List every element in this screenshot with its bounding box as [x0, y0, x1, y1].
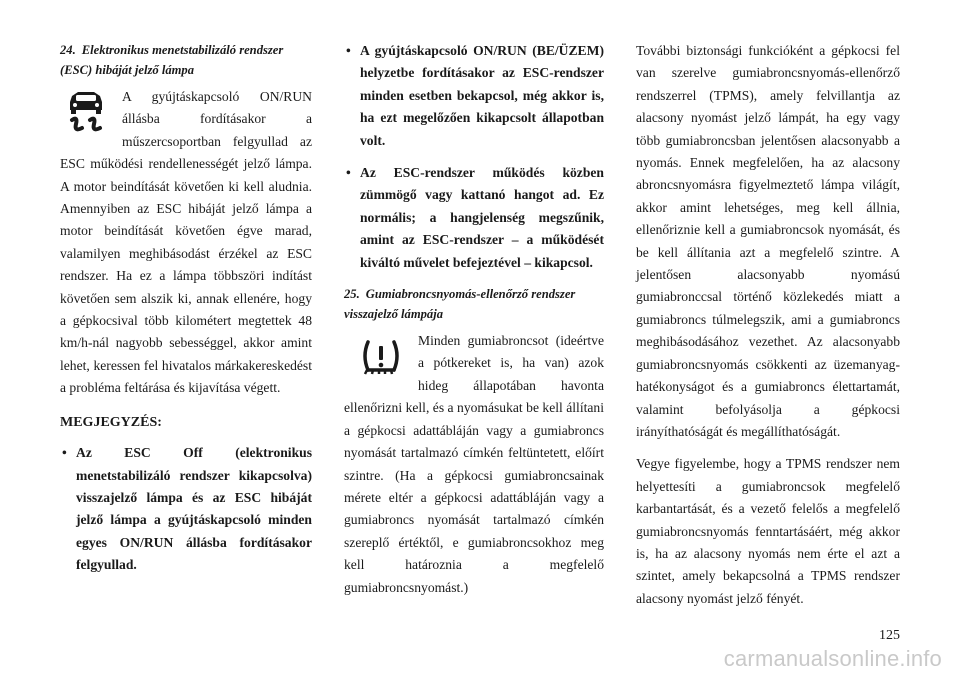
esc-skid-car-icon	[60, 88, 112, 147]
section-24-text: A gyújtáskapcsoló ON/RUN állásba fordításakor a műszercsoportban felgyullad az ESC működési rendellenességét jelző lámpa. A motor beindítását követően ki kell aludnia. Amennyiben az ESC hibáját jelző lámpa a motor beindítását követően égve marad, valamilyen meghibásodást érzékel az ESC rendszer. Ha ez a lámpa többszöri indítást követően sem alszik ki, annak ellenére, hogy a gépkocsival több kilométert megtettek 48 km/h-nál nagyobb sebességgel, akkor amint lehet, keressen fel hivatalos márkakereskedést a probléma feltárása és kijavítása végett.	[60, 89, 312, 396]
notes-list-left	[60, 442, 312, 576]
list-item: • Az ESC Off (elektronikus menetstabilizáló rendszer kikapcsolva) visszajelző lámpa és az ESC hibáját jelző lámpa a gyújtáskapcsoló minden egyes ON/RUN állásba fordításakor felgyullad.	[60, 442, 312, 576]
section-24-heading	[60, 40, 312, 80]
section-25-number: 25.	[344, 287, 360, 302]
list-item: • Az ESC-rendszer működés közben zümmögő vagy kattanó hangot ad. Ez normális; a hangjelenség megszűnik, amint az ESC-rendszer – a működését kiváltó művelet befejeztével – kikapcsol.	[344, 162, 604, 274]
paragraph: Vegye figyelembe, hogy a TPMS rendszer nem helyettesíti a gumiabroncsok megfelelő karbantartását, és a vezető felelős a megfelelő gumiabroncsnyomás fenntartásáért, még akkor is, ha az alacsony nyomás nem érte el azt a szintet, amely bekapcsolná a TPMS rendszer alacsony nyomást jelző fényét.	[636, 456, 900, 606]
paragraph: További biztonsági funkcióként a gépkocsi fel van szerelve gumiabroncsnyomás-ellenőrző rendszerrel (TPMS), amely felvillantja az alacsony nyomást jelző lámpát, ha egy vagy több gumiabroncsban jelentősen alacsonyabb a nyomás. Ennek megfelelően, ha az alacsony abroncsnyomásra figyelmeztető lámpa világít, akkor amint lehetséges, meg kell állnia, ellenőriznie kell a gumiabroncsok nyomását, és be kell állítania azt a megfelelő szintre. A jelentősen alacsonyabb nyomású gumiabronccsal történő közlekedés miatt a gumiabroncs túlmelegszik, ami a gumiabroncs meghibásodásához vezethet. Az alacsonyabb gumiabroncsnyomás csökkenti az üzemanyag-hatékonyságot és a gumiabroncs élettartamát, valamint befolyásolja a gépkocsi irányíthatóságát és megállíthatóságát.	[636, 43, 900, 439]
section-25-heading	[344, 284, 604, 324]
section-24-body	[60, 86, 312, 400]
page-number: 125	[879, 628, 900, 643]
left-column	[60, 40, 312, 587]
notes-title: MEGJEGYZÉS:	[60, 414, 162, 430]
section-24-title: Elektronikus menetstabilizáló rendszer (ESC) hibáját jelző lámpa	[60, 43, 284, 77]
middle-column	[344, 40, 604, 609]
tpms-warning-icon	[358, 336, 404, 383]
section-25-title: Gumiabroncsnyomás-ellenőrző rendszer visszajelző lámpája	[344, 287, 576, 322]
notes-list-middle	[344, 40, 604, 274]
list-item: • A gyújtáskapcsoló ON/RUN (BE/ÜZEM) helyzetbe fordításakor az ESC-rendszer minden esetben bekapcsol, még akkor is, ha ezt megelőzően kikapcsolt állapotban volt.	[344, 40, 604, 152]
section-24-number: 24.	[60, 43, 76, 57]
right-column	[636, 40, 900, 620]
section-25-text: Minden gumiabroncsot (ideértve a pótkereket is, ha van) azok hideg állapotában havonta ellenőrizni kell, és a nyomásukat be kell állítani a gépkocsi adattábláján vagy a gumiabroncs nyomását tartalmazó címkén feltüntetett, előírt szintre. (Ha a gépkocsi gumiabroncsainak mérete eltér a gépkocsi adattábláján vagy a gumiabroncs nyomását tartalmazó címkén szereplő értéktől, e gumiabroncsokhoz meg kell határoznia a megfelelő gumiabroncsnyomást.)	[344, 333, 604, 595]
watermark: carmanualsonline.info	[723, 646, 942, 671]
section-25-body	[344, 330, 604, 599]
